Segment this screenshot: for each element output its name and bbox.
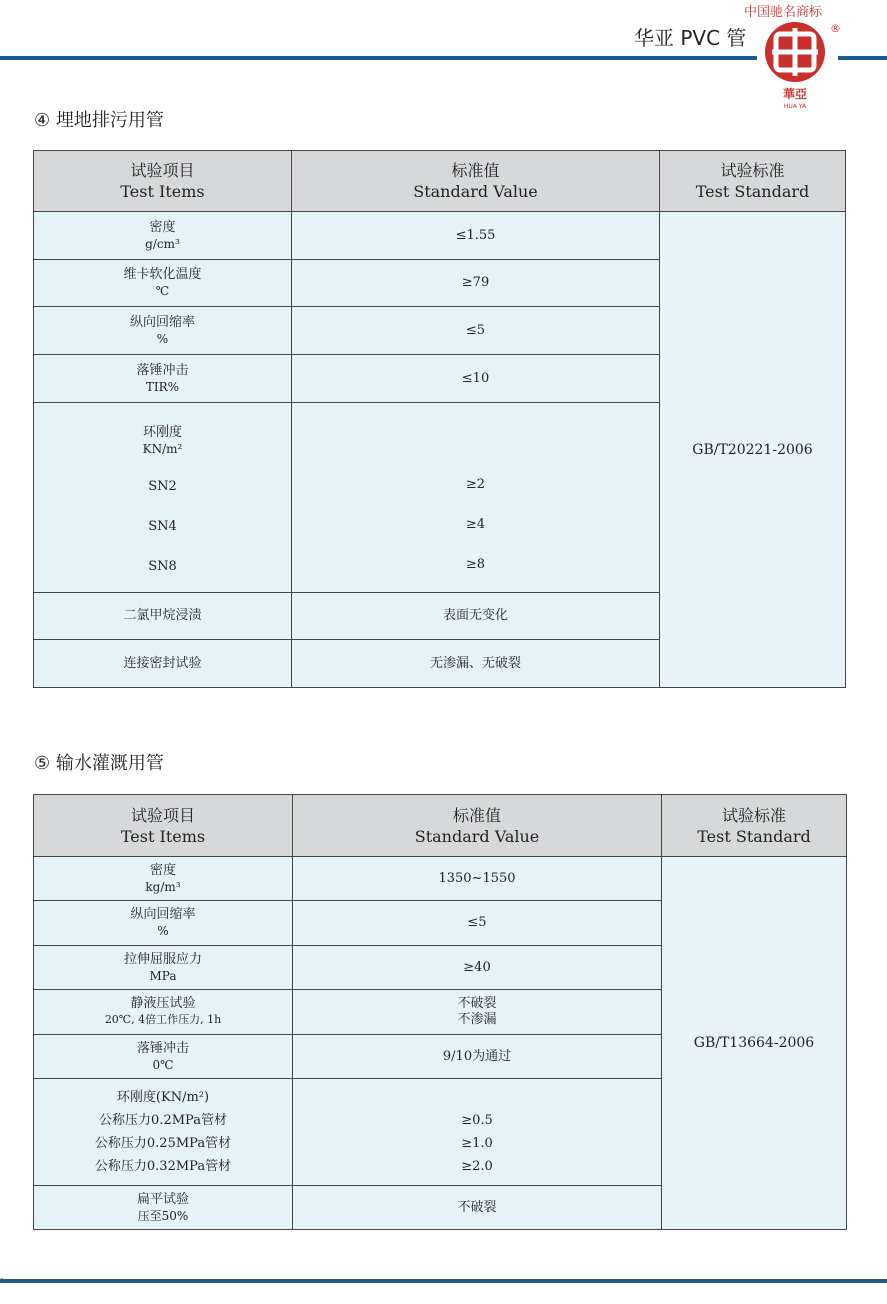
table-header-row [34,795,847,857]
sub-value: ≥8 [465,557,486,572]
header-standard-value: 标准值 Standard Value [292,151,660,212]
item-cell: 二氯甲烷浸渍 [34,593,292,640]
item-cell: 拉伸屈服应力 MPa [34,946,293,990]
item-cell: 密度 kg/m³ [34,857,293,901]
logo-text-en: HUA YA [783,103,807,110]
header-test-standard: 试验标准 Test Standard [660,151,846,212]
logo-text-cn: 華亞 [782,87,808,101]
sub-value: ≥2.0 [461,1159,493,1174]
value-cell [292,403,660,593]
page-number: 5 [0,1278,4,1285]
item-cell: 纵向回缩率 % [34,307,292,355]
sub-item: 公称压力0.25MPa管材 [94,1136,232,1151]
item-cell: 落锤冲击 0℃ [34,1035,293,1079]
section4-table [33,150,846,688]
value-cell: ≤1.55 [292,212,660,260]
table-row [34,212,846,260]
value-cell: ≥40 [293,946,662,990]
value-cell: ≥79 [292,260,660,307]
value-cell: ≤5 [292,307,660,355]
sub-value: ≥0.5 [461,1113,493,1128]
registered-mark: ® [830,22,841,35]
header-rule-left [0,56,757,60]
table-row [34,857,847,901]
value-cell: 表面无变化 [292,593,660,640]
item-cell: 密度 g/cm³ [34,212,292,260]
brand-title: 华亚 PVC 管 [634,26,747,50]
item-cell: 静液压试验 20℃, 4倍工作压力, 1h [34,990,293,1035]
value-cell: 9/10为通过 [293,1035,662,1079]
sub-value: ≥4 [465,517,486,532]
value-cell: 无渗漏、无破裂 [292,640,660,688]
item-cell: 连接密封试验 [34,640,292,688]
item-cell: 环刚度(KN/m²) 公称压力0.2MPa管材 公称压力0.25MPa管材 公称压力0.32MPa管材 [34,1079,293,1186]
value-cell: ≤10 [292,355,660,403]
sub-item: 公称压力0.32MPa管材 [94,1159,232,1174]
test-standard-cell: GB/T13664-2006 [662,857,847,1230]
header-rule-right [838,56,887,60]
header-standard-value: 标准值 Standard Value [293,795,662,857]
item-cell: 扁平试验 压至50% [34,1186,293,1230]
sub-item: SN4 [148,519,177,534]
test-standard-cell: GB/T20221-2006 [660,212,846,688]
brand-top-label: 中国驰名商标 [744,5,823,20]
section5-table [33,794,847,1230]
section5-title: ⑤ 输水灌溉用管 [34,753,164,774]
table-header-row [34,151,846,212]
item-cell: 纵向回缩率 % [34,901,293,946]
sub-item: 公称压力0.2MPa管材 [99,1113,227,1128]
value-cell: 1350~1550 [293,857,662,901]
sub-item: SN2 [148,479,177,494]
value-cell [293,1079,662,1186]
sub-value: ≥2 [465,477,486,492]
sub-item: SN8 [148,559,177,574]
huaya-logo-icon [762,20,828,110]
sub-value: ≥1.0 [461,1136,493,1151]
value-cell: 不破裂 [293,1186,662,1230]
value-cell: 不破裂 不渗漏 [293,990,662,1035]
header-test-standard: 试验标准 Test Standard [662,795,847,857]
item-cell: 环刚度 KN/m² SN2 SN4 SN8 [34,403,292,593]
item-cell: 维卡软化温度 ℃ [34,260,292,307]
header-test-items: 试验项目 Test Items [34,151,292,212]
value-cell: ≤5 [293,901,662,946]
section4-title: ④ 埋地排污用管 [34,110,164,131]
footer-rule [0,1279,887,1283]
header-test-items: 试验项目 Test Items [34,795,293,857]
item-cell: 落锤冲击 TIR% [34,355,292,403]
